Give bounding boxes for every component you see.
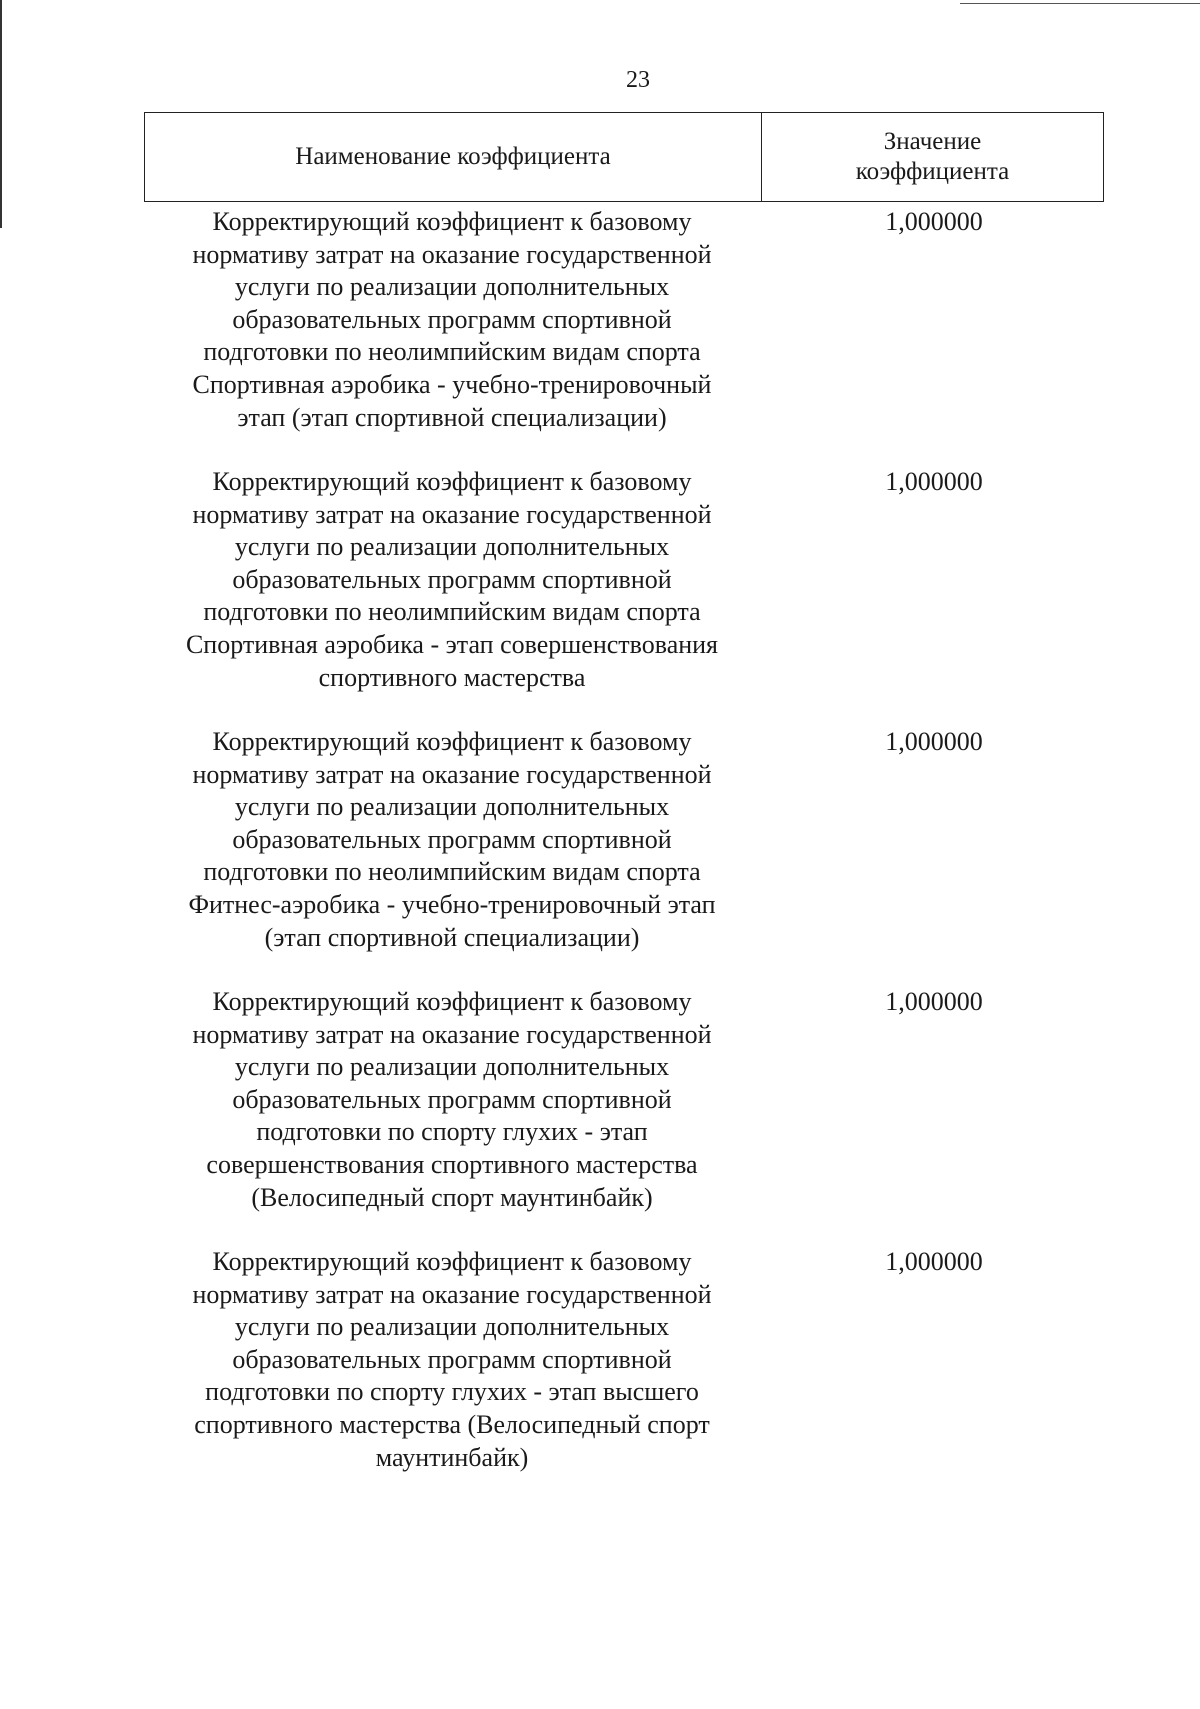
coefficient-name-line: Корректирующий коэффициент к базовому (212, 987, 692, 1016)
coefficient-name-line: подготовки по спорту глухих - этап (256, 1117, 648, 1147)
coefficient-name-line: услуги по реализации дополнительных (234, 792, 670, 822)
coefficient-name-line: образовательных программ спортивной (232, 1084, 672, 1114)
header-name-column (145, 113, 762, 201)
coefficient-name-line: услуги по реализации дополнительных (234, 272, 670, 302)
coefficient-name-line: совершенствования спортивного мастерства (206, 1149, 698, 1179)
coefficient-name-line: подготовки по неолимпийским видам спорта (203, 337, 701, 367)
coefficient-name-line: подготовки по спорту глухих - этап высшего (205, 1377, 699, 1407)
header-value-column (762, 113, 1103, 201)
coefficient-value: 1,000000 (885, 467, 983, 496)
coefficient-name-line: услуги по реализации дополнительных (234, 1312, 670, 1342)
coefficient-name-line: услуги по реализации дополнительных (234, 1052, 670, 1082)
coefficient-name (144, 1244, 760, 1504)
coefficient-name-line: нормативу затрат на оказание государственной (192, 1279, 712, 1309)
coefficient-name-line: Фитнес-аэробика - учебно-тренировочный этап (188, 889, 716, 919)
table-body (144, 204, 1104, 1504)
scan-edge-left (0, 0, 2, 228)
coefficient-name-line: образовательных программ спортивной (232, 824, 672, 854)
table-row (144, 984, 1104, 1244)
coefficient-name-line: Спортивная аэробика - этап совершенствования (185, 629, 719, 659)
coefficient-name-line: Корректирующий коэффициент к базовому (212, 207, 692, 236)
coefficient-name-line: этап (этап спортивной специализации) (237, 402, 667, 432)
coefficient-value: 1,000000 (885, 727, 983, 756)
table-row (144, 204, 1104, 464)
coefficient-name (144, 464, 760, 724)
coefficient-name-line: подготовки по неолимпийским видам спорта (203, 857, 701, 887)
coefficient-value: 1,000000 (885, 1247, 983, 1276)
table-row (144, 1244, 1104, 1504)
coefficient-name-line: нормативу затрат на оказание государственной (192, 759, 712, 789)
coefficient-name-line: Корректирующий коэффициент к базовому (212, 467, 692, 496)
coefficient-name-line: Корректирующий коэффициент к базовому (212, 1247, 692, 1276)
scan-edge-top (960, 3, 1200, 4)
table-header (144, 112, 1104, 202)
table-row (144, 464, 1104, 724)
coefficient-name (144, 204, 760, 464)
header-name-label: Наименование коэффициента (295, 143, 611, 170)
coefficient-name-line: спортивного мастерства (Велосипедный спорт (194, 1409, 710, 1439)
coefficient-name-line: маунтинбайк) (375, 1442, 529, 1472)
coefficient-name-line: нормативу затрат на оказание государственной (192, 239, 712, 269)
coefficient-name (144, 984, 760, 1244)
coefficient-name-line: (Велосипедный спорт маунтинбайк) (251, 1182, 653, 1212)
coefficient-name-line: образовательных программ спортивной (232, 304, 672, 334)
page-number: 23 (626, 67, 650, 93)
coefficient-name-line: подготовки по неолимпийским видам спорта (203, 597, 701, 627)
header-value-label-line1: Значение (883, 128, 982, 155)
coefficient-value: 1,000000 (885, 987, 983, 1016)
header-value-label-line2: коэффициента (855, 158, 1010, 185)
coefficient-value: 1,000000 (885, 207, 983, 236)
coefficient-name-line: нормативу затрат на оказание государственной (192, 499, 712, 529)
coefficient-name-line: образовательных программ спортивной (232, 1344, 672, 1374)
coefficient-name-line: нормативу затрат на оказание государственной (192, 1019, 712, 1049)
table-row (144, 724, 1104, 984)
coefficient-name-line: Спортивная аэробика - учебно-тренировочный (192, 369, 712, 399)
coefficient-name-line: Корректирующий коэффициент к базовому (212, 727, 692, 756)
coefficient-name (144, 724, 760, 984)
coefficient-name-line: спортивного мастерства (318, 662, 586, 692)
coefficient-name-line: (этап спортивной специализации) (264, 922, 640, 952)
coefficient-name-line: образовательных программ спортивной (232, 564, 672, 594)
coefficient-name-line: услуги по реализации дополнительных (234, 532, 670, 562)
